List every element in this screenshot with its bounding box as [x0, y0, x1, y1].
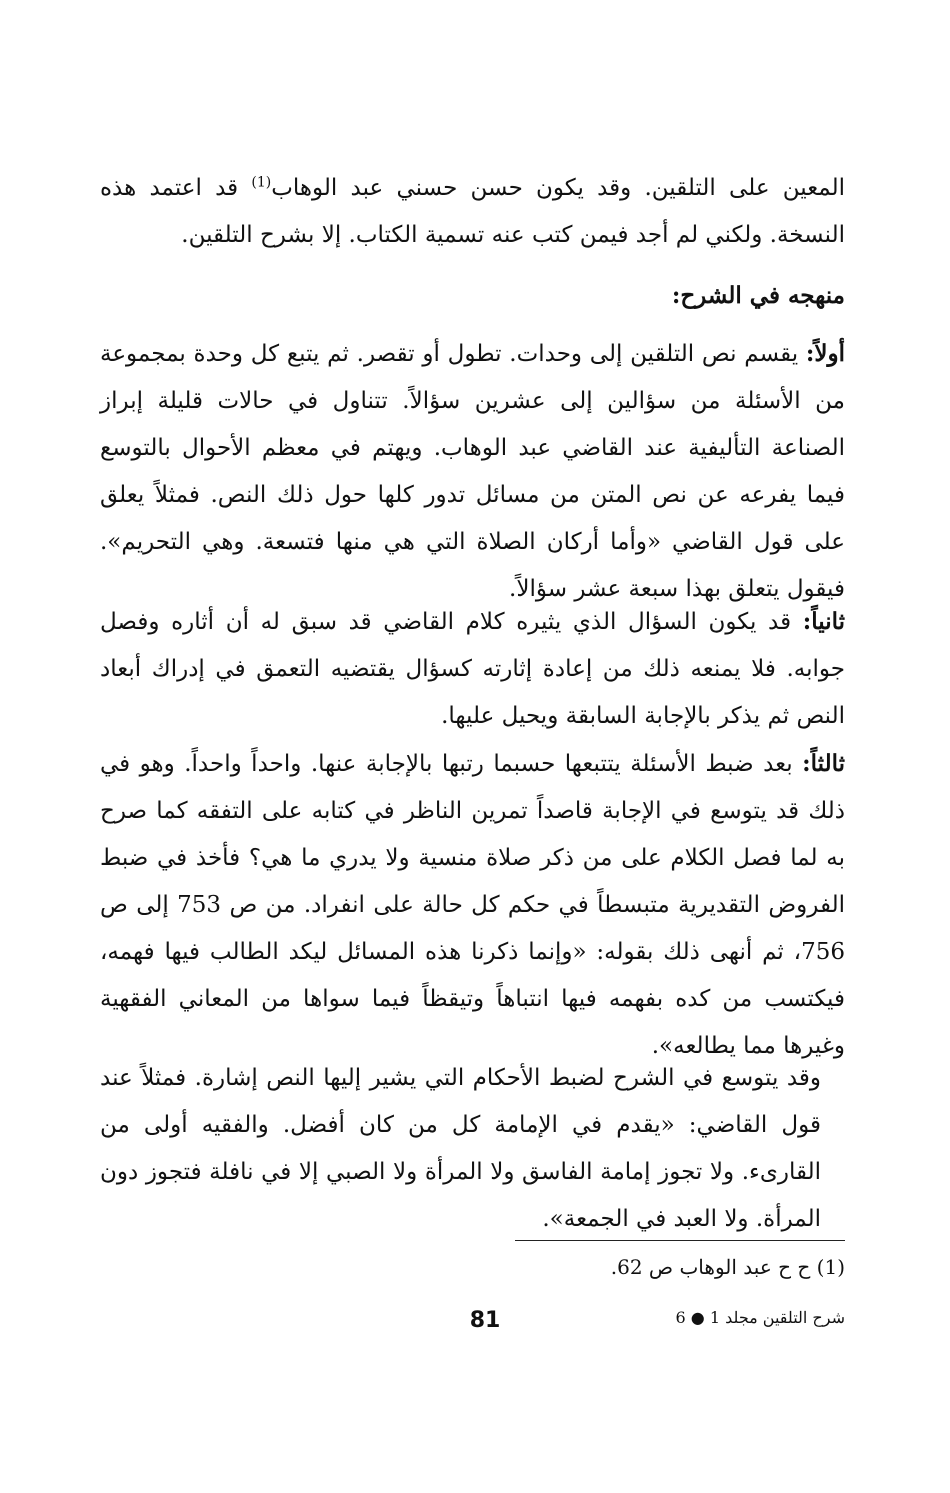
intro-text-after-note: قد اعتمد هذه النسخة. ولكني لم أجد فيمن كتب عنه تسمية الكتاب. إلا بشرح التلقين. [100, 175, 845, 248]
paragraph-third [100, 740, 845, 1070]
paragraph-third-block [100, 740, 845, 1070]
paragraph-fourth-block [100, 1055, 845, 1243]
paragraph-intro [100, 165, 845, 259]
printer-signature: شرح التلقين مجلد 1 ● 6 [675, 1308, 845, 1327]
footnote-number: (1) [816, 1255, 845, 1279]
paragraph-first-block [100, 330, 845, 613]
footnote-text: ح ح عبد الوهاب ص 62. [610, 1255, 817, 1279]
paragraph-second-lead: ثانياً: [802, 608, 845, 635]
paragraph-fourth: وقد يتوسع في الشرح لضبط الأحكام التي يشير إليها النص إشارة. فمثلاً عند قول القاضي: «يقدم في الإمامة كل من كان أفضل. والفقيه أولى من القارىء. ولا تجوز إمامة الفاسق ولا المرأة ولا الصبي إلا في نافلة فتجوز دون المرأة. ولا العبد في الجمعة». [100, 1065, 821, 1232]
paragraph-first-text: يقسم نص التلقين إلى وحدات. تطول أو تقصر. ثم يتبع كل وحدة بمجموعة من الأسئلة من سؤالين إلى عشرين سؤالاً. تتناول في حالات قليلة إبراز الصناعة التأليفية عند القاضي عبد الوهاب. ويهتم في معظم الأحوال بالتوسع فيما يفرعه عن نص المتن من مسائل تدور كلها حول ذلك النص. فمثلاً يعلق على قول القاضي «وأما أركان الصلاة التي هي منها فتسعة. وهي التحريم». فيقول يتعلق بهذا سبعة عشر سؤالاً. [100, 341, 845, 602]
paragraph-second [100, 598, 845, 740]
paragraph-second-block [100, 598, 845, 740]
paragraph-third-text: بعد ضبط الأسئلة يتتبعها حسبما رتبها بالإجابة عنها. واحداً واحداً. وهو في ذلك قد يتوسع في الإجابة قاصداً تمرين الناظر في كتابه على التفقه كما صرح به لما فصل الكلام على من ذكر صلاة منسية ولا يدري ما هي؟ فأخذ في ضبط الفروض التقديرية متبسطاً في حكم كل حالة على انفراد. من ص 753 إلى ص 756، ثم أنهى ذلك بقوله: «وإنما ذكرنا هذه المسائل ليكد الطالب فيها فهمه، فيكتسب من كده بفهمه فيها انتباهاً وتيقظاً فيما سواها من المعاني الفقهية وغيرها مما يطالعه». [100, 751, 845, 1059]
paragraph-first [100, 330, 845, 613]
paragraph-second-text: قد يكون السؤال الذي يثيره كلام القاضي قد سبق له أن أثاره وفصل جوابه. فلا يمنعه ذلك من إعادة إثارته كسؤال يقتضيه التعمق في إدراك أبعاد النص ثم يذكر بالإجابة السابقة ويحيل عليها. [100, 609, 845, 729]
footnote-reference: (1) [251, 174, 272, 191]
section-heading: منهجه في الشرح: [671, 282, 845, 309]
main-text [100, 165, 845, 259]
page-number: 81 [469, 1308, 501, 1333]
paragraph-first-lead: أولاً: [805, 340, 845, 367]
intro-text-before-note: المعين على التلقين. وقد يكون حسن حسني عبد الوهاب [271, 175, 845, 201]
footnote-divider [515, 1240, 845, 1241]
section-heading-block [100, 272, 845, 319]
footnote [611, 1250, 845, 1284]
paragraph-third-lead: ثالثاً: [802, 750, 845, 777]
